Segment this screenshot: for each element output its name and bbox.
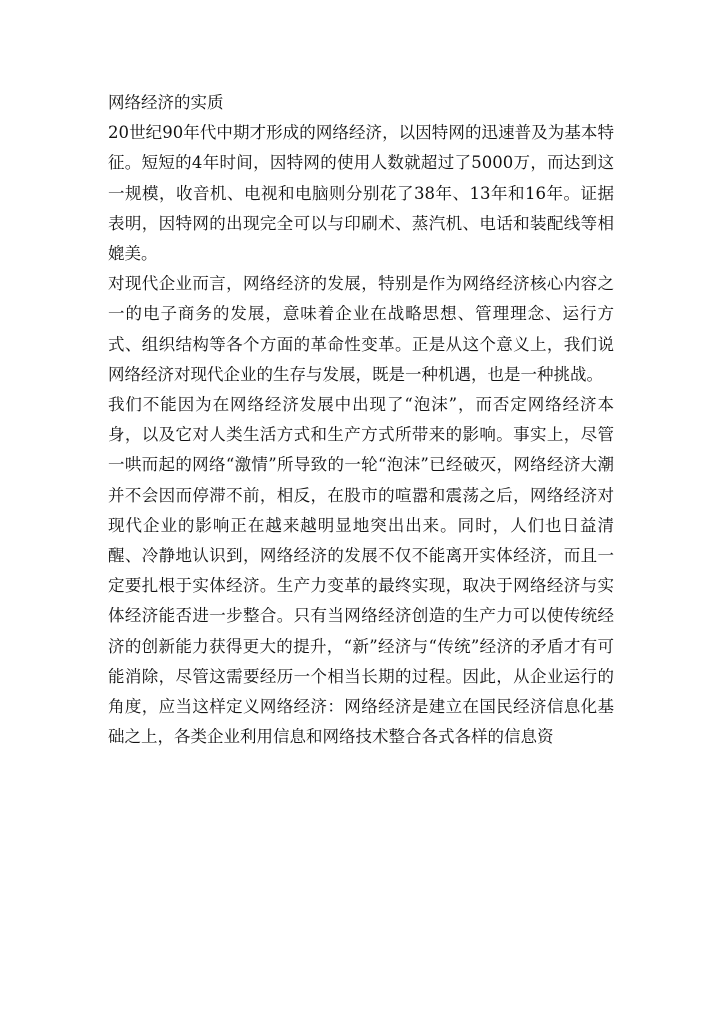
document-title: 网络经济的实质: [108, 93, 224, 112]
paragraph-1: 20世纪90年代中期才形成的网络经济，以因特网的迅速普及为基本特征。短短的4年时间，因特网的使用人数就超过了5000万，而达到这一规模，收音机、电视和电脑则分别花了38年、13年和16年。证据表明，因特网的出现完全可以与印刷术、蒸汽机、电话和装配线等相媲美。: [108, 123, 614, 264]
document-body: [108, 88, 614, 752]
paragraph-2: 对现代企业而言，网络经济的发展，特别是作为网络经济核心内容之一的电子商务的发展，意味着企业在战略思想、管理理念、运行方式、组织结构等各个方面的革命性变革。正是从这个意义上，我们说网络经济对现代企业的生存与发展，既是一种机遇，也是一种挑战。: [108, 274, 614, 384]
paragraph-3: 我们不能因为在网络经济发展中出现了“泡沫”，而否定网络经济本身，以及它对人类生活方式和生产方式所带来的影响。事实上，尽管一哄而起的网络“激情”所导致的一轮“泡沫”已经破灭，网络经济大潮并不会因而停滞不前，相反，在股市的喧嚣和震荡之后，网络经济对现代企业的影响正在越来越明显地突出出来。同时，人们也日益清醒、冷静地认识到，网络经济的发展不仅不能离开实体经济，而且一定要扎根于实体经济。生产力变革的最终实现，取决于网络经济与实体经济能否进一步整合。只有当网络经济创造的生产力可以使传统经济的创新能力获得更大的提升，“新”经济与“传统”经济的矛盾才有可能消除，尽管这需要经历一个相当长期的过程。因此，从企业运行的角度，应当这样定义网络经济：网络经济是建立在国民经济信息化基础之上，各类企业利用信息和网络技术整合各式各样的信息资: [108, 395, 614, 747]
